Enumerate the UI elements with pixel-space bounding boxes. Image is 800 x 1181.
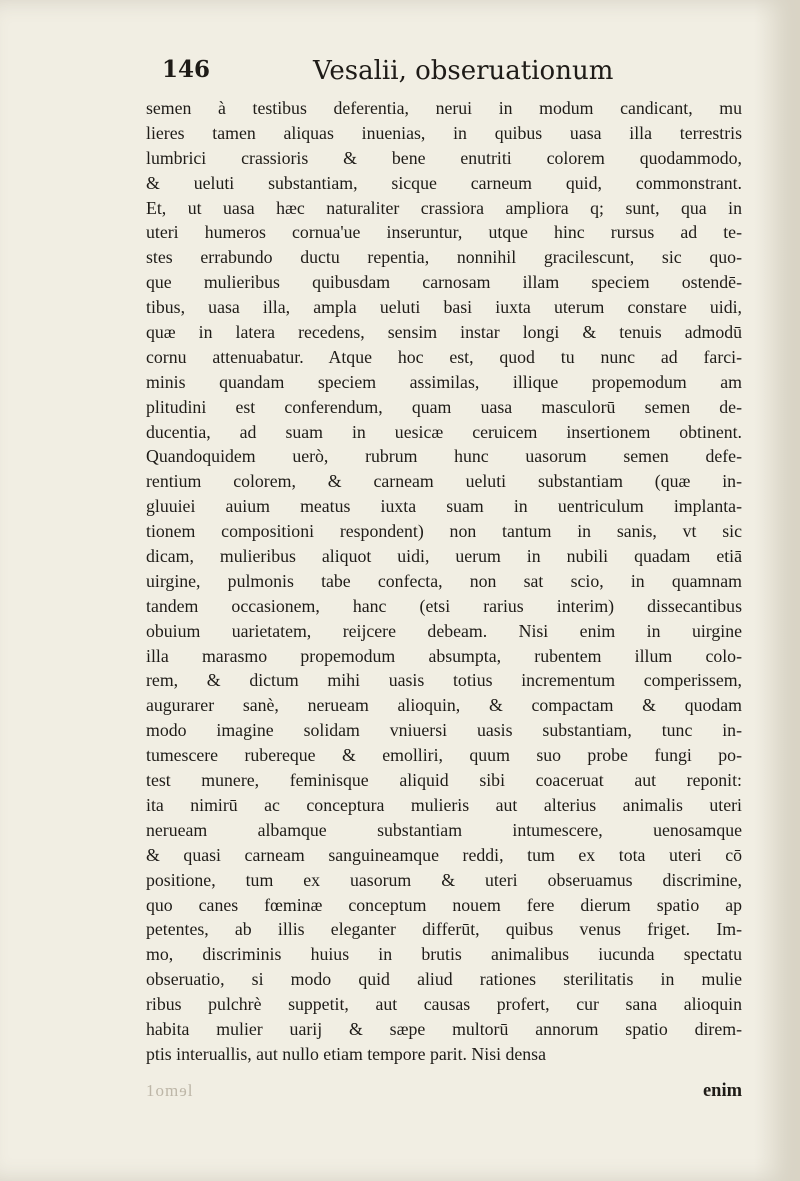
- bleed-through-text: 1omɘl: [146, 1081, 194, 1100]
- text-line: positione, tum ex uasorum & uteri obseruamus discrimine,: [146, 869, 742, 890]
- text-line: cornu attenuabatur. Atque hoc est, quod tu nunc ad farci-: [146, 346, 742, 367]
- text-line: quo canes fœminæ conceptum nouem fere dierum spatio ap: [146, 894, 742, 915]
- text-line: & ueluti substantiam, sicque carneum quid, commonstrant.: [146, 172, 742, 193]
- text-line: minis quandam speciem assimilas, illique propemodum am: [146, 371, 742, 392]
- text-line: petentes, ab illis eleganter differūt, quibus venus friget. Im-: [146, 919, 742, 940]
- catchword: enim: [702, 1081, 742, 1101]
- text-line: que mulieribus quibusdam carnosam illam speciem ostendē-: [146, 272, 742, 293]
- page-number: 146: [162, 56, 211, 83]
- text-line: tibus, uasa illa, ampla ueluti basi iuxta uterum constare uidi,: [146, 297, 742, 318]
- text-line: Et, ut uasa hæc naturaliter crassiora ampliora q; sunt, qua in: [146, 197, 742, 218]
- text-line: obseruatio, si modo quid aliud rationes sterilitatis in mulie: [146, 969, 742, 990]
- text-line: ptis interuallis, aut nullo etiam tempore parit. Nisi densa: [146, 1043, 546, 1064]
- text-line: tumescere rubereque & emolliri, quum suo probe fungi po-: [146, 745, 742, 766]
- text-line: illa marasmo propemodum absumpta, rubentem illum colo-: [146, 645, 742, 666]
- text-line: uirgine, pulmonis tabe confecta, non sat scio, in quamnam: [146, 570, 742, 591]
- text-line: lieres tamen aliquas inuenias, in quibus uasa illa terrestris: [146, 122, 742, 143]
- text-line: ita nimirū ac conceptura mulieris aut alterius animalis uteri: [146, 794, 742, 815]
- text-line: semen à testibus deferentia, nerui in modum candicant, mu: [146, 98, 742, 118]
- running-head: Vesalii, obseruationum: [313, 56, 614, 86]
- text-line: plitudini est conferendum, quam uasa masculorū semen de-: [146, 396, 742, 417]
- text-line: modo imagine solidam vniuersi uasis substantiam, tunc in-: [146, 720, 742, 741]
- text-line: augurarer sanè, nerueam alioquin, & compactam & quodam: [146, 695, 742, 716]
- text-line: Quandoquidem uerò, rubrum hunc uasorum semen defe-: [146, 446, 742, 467]
- text-line: lumbrici crassioris & bene enutriti colorem quodammodo,: [146, 147, 742, 168]
- text-line: stes errabundo ductu repentia, nonnihil gracilescunt, sic quo-: [146, 247, 742, 268]
- text-line: ribus pulchrè suppetit, aut causas profert, cur sana alioquin: [146, 994, 742, 1015]
- page-footer: [146, 1079, 742, 1109]
- text-line: ducentia, ad suam in uesicæ ceruicem insertionem obtinent.: [146, 421, 742, 442]
- text-line: rentium colorem, & carneam ueluti substantiam (quæ in-: [146, 471, 742, 492]
- text-line: tionem compositioni respondent) non tantum in sanis, vt sic: [146, 521, 742, 542]
- text-line: test munere, feminisque aliquid sibi coaceruat aut reponit:: [146, 770, 742, 791]
- text-line: dicam, mulieribus aliquot uidi, uerum in nubili quadam etiā: [146, 546, 742, 567]
- text-line: mo, discriminis huius in brutis animalibus iucunda spectatu: [146, 944, 742, 965]
- text-line: tandem occasionem, hanc (etsi rarius interim) dissecantibus: [146, 595, 742, 616]
- text-line: nerueam albamque substantiam intumescere, uenosamque: [146, 819, 742, 840]
- text-line: gluuiei auium meatus iuxta suam in uentriculum implanta-: [146, 496, 742, 517]
- text-line: & quasi carneam sanguineamque reddi, tum ex tota uteri cō: [146, 844, 742, 865]
- text-line: habita mulier uarij & sæpe multorū annorum spatio direm-: [146, 1018, 742, 1039]
- text-line: uteri humeros cornua'ue inseruntur, utque hinc rursus ad te-: [146, 222, 742, 243]
- text-line: rem, & dictum mihi uasis totius incrementum comperissem,: [146, 670, 742, 691]
- page-header: [162, 56, 642, 100]
- text-line: obuium uarietatem, reijcere debeam. Nisi enim in uirgine: [146, 620, 742, 641]
- text-line: quæ in latera recedens, sensim instar longi & tenuis admodū: [146, 322, 742, 343]
- page-edge-shadow: [754, 0, 800, 1181]
- body-text: [146, 96, 742, 1067]
